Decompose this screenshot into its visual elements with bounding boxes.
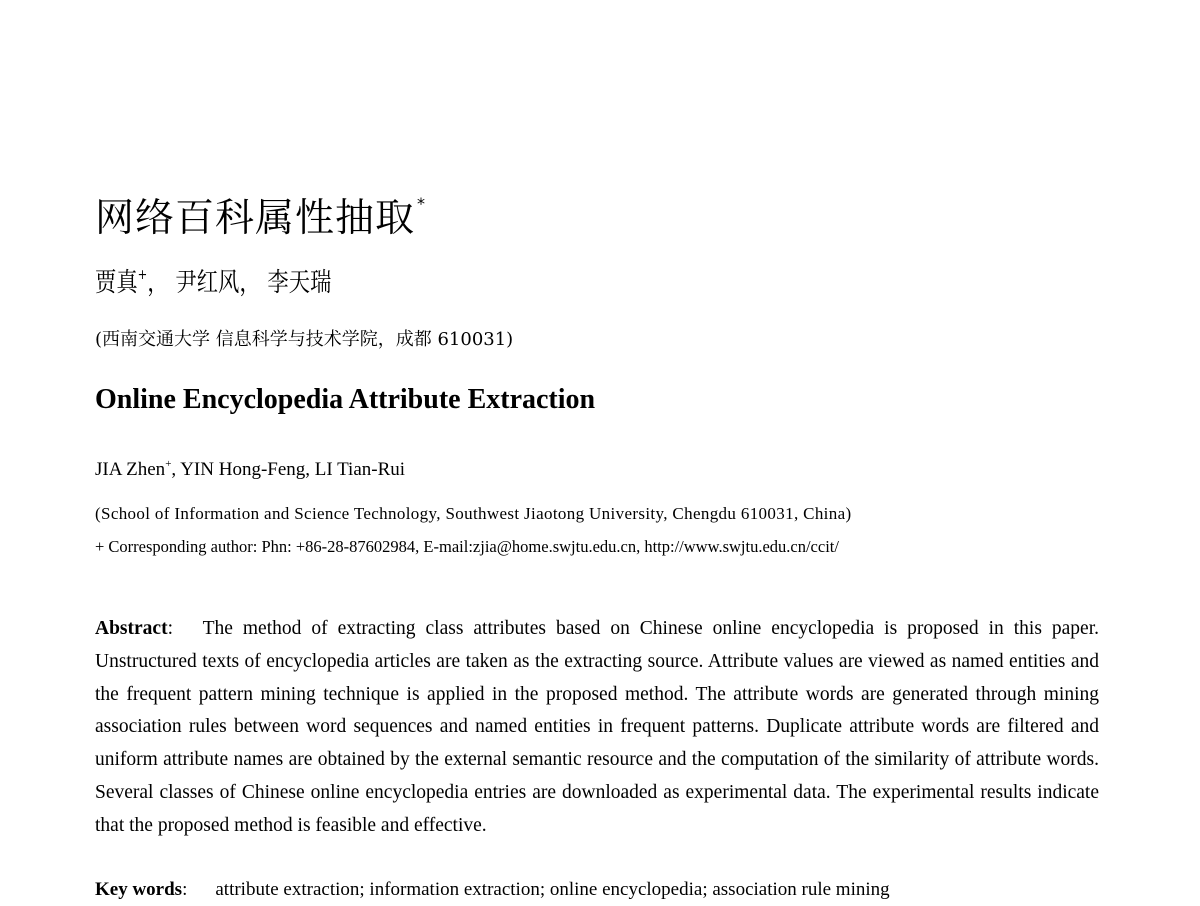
english-affiliation: (School of Information and Science Technology, Southwest Jiaotong University, Chengdu 610031, China) [95,504,852,523]
chinese-author-first: 贾真 [95,268,138,298]
chinese-title-text: 网络百科属性抽取 [95,196,416,241]
abstract-label: Abstract [95,618,168,639]
abstract-paragraph [95,613,1099,843]
corresponding-author-line: + Corresponding author: Phn: +86-28-87602984, E-mail:zjia@home.swjtu.edu.cn, http://www.swjtu.edu.cn/ccit/ [95,537,839,556]
english-title: Online Encyclopedia Attribute Extraction [95,384,596,415]
chinese-authors [95,255,331,303]
english-author-first: JIA Zhen [95,459,166,480]
chinese-title [95,176,426,247]
chinese-affiliation: (西南交通大学 信息科学与技术学院，成都 610031) [95,329,514,350]
english-corresponding-mark: + [165,458,172,470]
english-authors-rest: , YIN Hong-Feng, LI Tian-Rui [171,459,406,480]
keywords-label: Key words [95,879,183,900]
chinese-authors-rest: ， 尹红风， 李天瑞 [147,268,332,298]
chinese-corresponding-mark: + [137,267,148,283]
abstract-text: The method of extracting class attributes based on Chinese online encyclopedia is proposed in this paper. Unstructured texts of encyclopedia articles are taken as the extracting source. Attribute values are viewed as named entities and the frequent pattern mining technique is applied in the proposed method. The attribute words are generated through mining association rules between word sequences and named entities in frequent patterns. Duplicate attribute words are filtered and uniform attribute names are obtained by the external semantic resource and the computation of the similarity of attribute words. Several classes of Chinese online encyclopedia entries are downloaded as experimental data. The experimental results indicate that the proposed method is feasible and effective. [95,618,1099,836]
keywords-separator: : [182,879,188,900]
abstract-separator: : [167,618,173,639]
keywords-line [95,874,890,906]
english-authors [95,452,405,482]
title-footnote-mark: * [417,194,427,213]
keywords-text: attribute extraction; information extraction; online encyclopedia; association rule mining [215,879,890,900]
